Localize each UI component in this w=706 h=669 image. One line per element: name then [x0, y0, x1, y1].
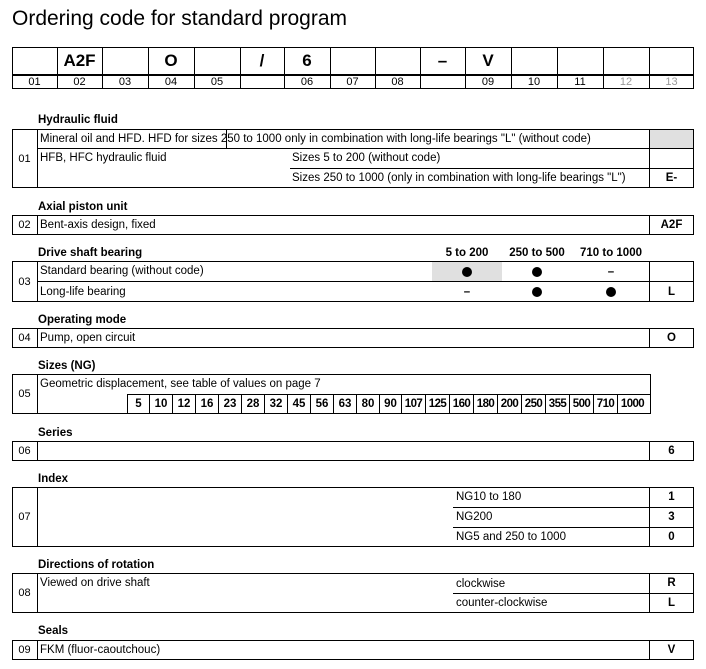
bearing-dot	[502, 262, 572, 281]
size-value: 63	[333, 394, 356, 414]
seals-row1: FKM (fluor-caoutchouc)	[40, 644, 161, 656]
code-number-03: 03	[118, 76, 132, 88]
drive-shaft-row1: Standard bearing (without code)	[40, 265, 204, 277]
row-number-06: 06	[18, 445, 31, 457]
size-value: 180	[473, 394, 497, 414]
rotation-row-code: R	[667, 577, 676, 589]
hydraulic-fluid-code: E-	[665, 172, 678, 184]
code-number-01: 01	[28, 76, 41, 88]
divider	[37, 129, 38, 188]
index-row-label: NG5 and 250 to 1000	[456, 531, 566, 543]
divider	[37, 328, 38, 348]
gray-cell	[650, 130, 693, 148]
size-value: 80	[356, 394, 379, 414]
seals-heading: Seals	[38, 625, 69, 637]
dot-icon	[462, 267, 472, 277]
size-value: 125	[425, 394, 449, 414]
rotation-left: Viewed on drive shaft	[40, 577, 150, 589]
sizes-row1: Geometric displacement, see table of values on page 7	[40, 378, 321, 390]
size-value: 12	[172, 394, 195, 414]
axial-piston-code: A2F	[660, 219, 683, 231]
axial-piston-heading: Axial piston unit	[38, 201, 128, 213]
code-number-06: 06	[300, 76, 314, 88]
hydraulic-fluid-row2-right: Sizes 5 to 200 (without code)	[292, 152, 441, 164]
size-value: 32	[264, 394, 287, 414]
code-number-12: 12	[619, 76, 633, 88]
code-row-frame	[12, 47, 694, 75]
hydraulic-fluid-row3-right: Sizes 250 to 1000 (only in combination with long-life bearings "L")	[292, 172, 626, 184]
code-number-13: 13	[665, 76, 678, 88]
row-number-02: 02	[18, 219, 31, 231]
code-cell-02: A2F	[63, 51, 96, 70]
size-value: 250	[521, 394, 545, 414]
row-number-07: 07	[18, 511, 31, 523]
hydraulic-fluid-row1: Mineral oil and HFD. HFD for sizes 250 to 1000 only in combination with long-life bearings "L" (without code)	[40, 133, 591, 145]
index-heading: Index	[38, 473, 69, 485]
size-value: 56	[310, 394, 333, 414]
divider	[37, 215, 38, 235]
seals-code: V	[667, 644, 676, 656]
rotation-row-label: counter-clockwise	[456, 597, 548, 609]
axial-piston-row1: Bent-axis design, fixed	[40, 219, 156, 231]
size-value: 500	[569, 394, 593, 414]
size-value: 710	[593, 394, 617, 414]
index-row-label: NG10 to 180	[456, 491, 522, 503]
page-title: Ordering code for standard program	[12, 7, 348, 30]
size-value: 160	[449, 394, 473, 414]
divider	[37, 573, 38, 613]
index-row-code: 3	[668, 511, 675, 523]
code-cell-dash: –	[437, 51, 448, 70]
size-value: 5	[127, 394, 149, 414]
divider	[420, 47, 421, 89]
code-number-08: 08	[391, 76, 404, 88]
code-number-02: 02	[73, 76, 86, 88]
code-number-11: 11	[574, 76, 586, 88]
bearing-dash: –	[607, 265, 615, 278]
divider	[37, 374, 38, 414]
drive-shaft-col3: 710 to 1000	[579, 247, 642, 259]
dot-icon	[532, 267, 542, 277]
index-table	[12, 487, 694, 547]
code-cell-04: O	[164, 51, 178, 70]
divider	[240, 47, 241, 89]
size-value: 28	[241, 394, 264, 414]
divider	[37, 487, 38, 547]
sizes-heading: Sizes (NG)	[38, 360, 96, 372]
operating-mode-code: O	[667, 332, 676, 344]
drive-shaft-col2: 250 to 500	[509, 247, 565, 259]
divider	[37, 441, 38, 461]
hydraulic-fluid-heading: Hydraulic fluid	[38, 114, 118, 126]
code-number-07: 07	[346, 76, 359, 88]
code-cell-06: 6	[302, 51, 312, 70]
size-value: 107	[401, 394, 425, 414]
bearing-dash: –	[463, 286, 471, 298]
divider	[37, 640, 38, 660]
row-number-09: 09	[18, 644, 31, 656]
code-number-04: 04	[164, 76, 178, 88]
size-value: 200	[497, 394, 521, 414]
drive-shaft-row2: Long-life bearing	[40, 286, 126, 298]
drive-shaft-code: L	[667, 286, 676, 298]
size-value: 355	[545, 394, 569, 414]
code-cell-slash: /	[259, 51, 265, 70]
size-value: 10	[149, 394, 172, 414]
drive-shaft-col1: 5 to 200	[445, 247, 489, 259]
sizes-values	[127, 394, 650, 414]
operating-mode-row1: Pump, open circuit	[40, 332, 136, 344]
drive-shaft-heading: Drive shaft bearing	[38, 247, 143, 259]
index-row-code: 0	[668, 531, 675, 543]
bearing-dot	[432, 262, 502, 281]
row-number-04: 04	[18, 332, 31, 344]
hydraulic-fluid-row2-left: HFB, HFC hydraulic fluid	[40, 152, 167, 164]
rotation-heading: Directions of rotation	[38, 559, 155, 571]
index-row-label: NG200	[456, 511, 493, 523]
bearing-dot	[502, 282, 572, 302]
row-number-01: 01	[18, 152, 31, 165]
rotation-row-label: clockwise	[456, 578, 506, 590]
size-value: 90	[379, 394, 401, 414]
size-value: 16	[195, 394, 218, 414]
dot-icon	[532, 287, 542, 297]
series-heading: Series	[38, 427, 73, 439]
size-value: 45	[287, 394, 310, 414]
divider	[290, 168, 694, 169]
series-code: 6	[668, 445, 675, 457]
code-number-09: 09	[481, 76, 495, 88]
divider	[37, 148, 694, 149]
size-value: 23	[218, 394, 241, 414]
bearing-dot	[572, 282, 650, 302]
operating-mode-heading: Operating mode	[38, 314, 127, 326]
rotation-row-code: L	[667, 597, 676, 609]
row-number-03: 03	[18, 275, 31, 288]
row-number-05: 05	[18, 388, 31, 400]
series-table	[12, 441, 694, 461]
dot-icon	[606, 287, 616, 297]
code-number-05: 05	[210, 76, 224, 88]
code-cell-09: V	[482, 51, 494, 70]
code-number-10: 10	[527, 76, 541, 88]
size-value: 1000	[617, 394, 647, 414]
row-number-08: 08	[18, 587, 31, 599]
index-row-code: 1	[668, 491, 675, 503]
